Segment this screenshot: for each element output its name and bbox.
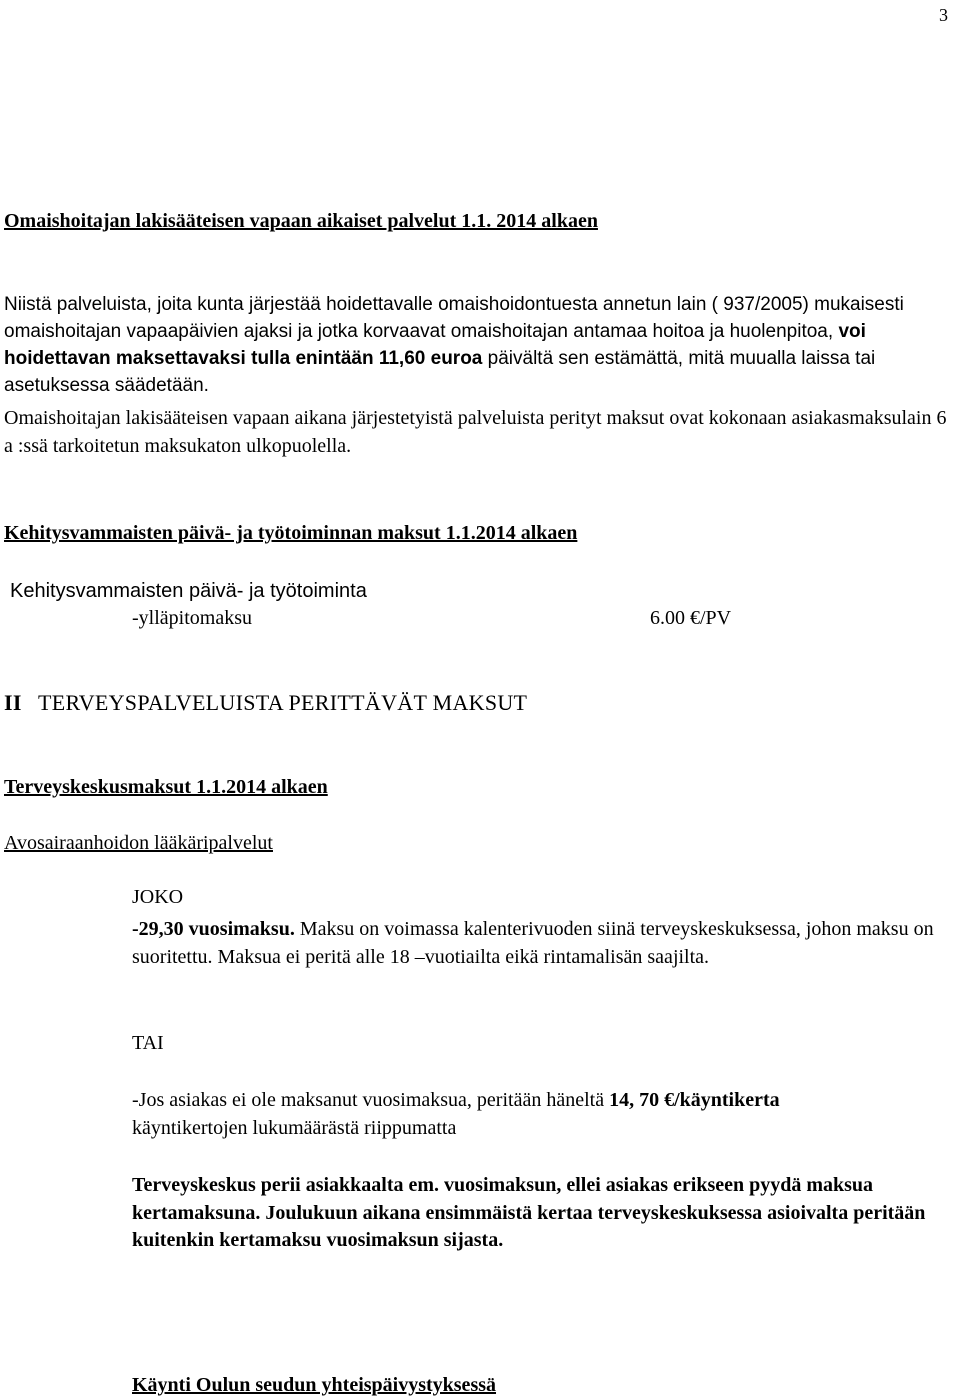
annual-fee-note: Terveyskeskus perii asiakkaalta em. vuosimaksun, ellei asiakas erikseen pyydä maksua kertamaksuna. Joulukuun aikana ensimmäistä kertaa terveyskeskuksessa asioivalta peritään kuitenkin kertamaksu vuosimaksun sijasta. bbox=[132, 1174, 926, 1252]
paragraph-text-start: Niistä palveluista, joita kunta järjestää hoidettavalle omaishoidontuesta annetun lain ( 937/2005) mukaisesti omaishoitajan vapaapäivien ajaksi ja jotka korvaavat omaishoitajan antamaa hoitoa ja huolenpitoa, bbox=[4, 294, 904, 342]
visit-fee-amount: 14, 70 €/käyntikerta bbox=[609, 1089, 780, 1111]
fee-value: 6.00 €/PV bbox=[650, 607, 732, 629]
visit-fee-paragraph bbox=[132, 1087, 954, 1142]
fee-label-line1: Kehitysvammaisten päivä- ja työtoiminta bbox=[10, 580, 367, 602]
option-tai: TAI bbox=[132, 1032, 164, 1054]
section-roman-numeral: II bbox=[4, 690, 22, 715]
visit-fee-text: -Jos asiakas ei ole maksanut vuosimaksua, peritään häneltä bbox=[132, 1089, 610, 1111]
paragraph-text-end: päivältä sen estämättä, mitä muualla laissa tai asetuksessa säädetään. bbox=[4, 347, 876, 396]
paragraph-maksukatto: Omaishoitajan lakisääteisen vapaan aikana järjestetyistä palveluista perityt maksut ovat kokonaan asiakasmaksulain 6 a :ssä tarkoitetun maksukaton ulkopuolella. bbox=[4, 407, 947, 457]
page-number: 3 bbox=[939, 5, 948, 25]
paragraph-omaishoitaja-fees bbox=[4, 292, 954, 400]
annual-fee-paragraph bbox=[132, 916, 954, 971]
visit-fee-text2: käyntikertojen lukumäärästä riippumatta bbox=[132, 1116, 457, 1139]
section-heading-omaishoitaja: Omaishoitajan lakisääteisen vapaan aikaiset palvelut 1.1. 2014 alkaen bbox=[4, 210, 598, 232]
section-title-terveyspalvelut bbox=[4, 688, 527, 717]
option-joko: JOKO bbox=[132, 886, 184, 908]
annual-fee-amount: -29,30 vuosimaksu. bbox=[132, 918, 295, 940]
section-heading-yhteispaivystys: Käynti Oulun seudun yhteispäivystyksessä bbox=[132, 1374, 497, 1396]
section-title-text: TERVEYSPALVELUISTA PERITTÄVÄT MAKSUT bbox=[38, 690, 528, 715]
section-heading-kehitysvammaiset: Kehitysvammaisten päivä- ja työtoiminnan maksut 1.1.2014 alkaen bbox=[4, 522, 578, 544]
section-heading-terveyskeskusmaksut: Terveyskeskusmaksut 1.1.2014 alkaen bbox=[4, 776, 328, 798]
annual-fee-text: Maksu on voimassa kalenterivuoden siinä terveyskeskuksessa, johon maksu on suoritettu. Maksua ei peritä alle 18 –vuotiailta eikä rintamalisän saajilta. bbox=[132, 918, 934, 968]
paragraph-bold-max-fee: voi hoidettavan maksettavaksi tulla enintään 11,60 euroa bbox=[4, 320, 866, 369]
subheading-avosairaanhoito: Avosairaanhoidon lääkäripalvelut bbox=[4, 832, 273, 854]
fee-label-line2: -ylläpitomaksu bbox=[132, 607, 252, 629]
